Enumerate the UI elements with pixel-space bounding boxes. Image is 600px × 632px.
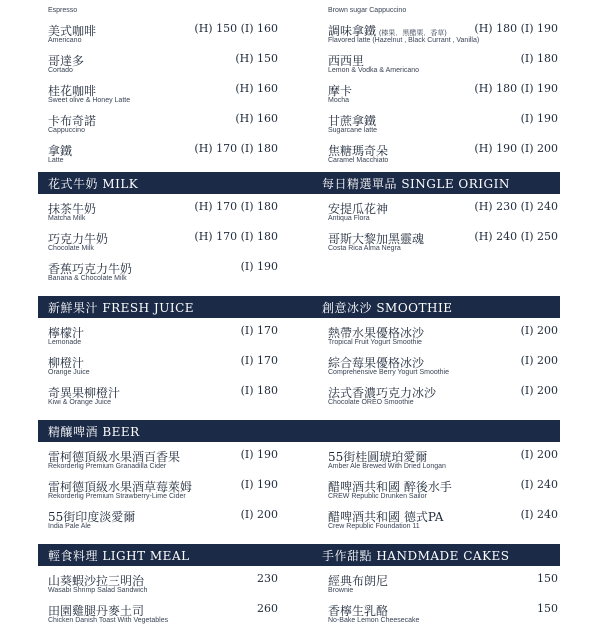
menu-item xyxy=(40,260,278,290)
item-price: (H) 240 (I) 250 xyxy=(474,230,558,243)
menu-item xyxy=(320,52,558,82)
menu-item xyxy=(320,200,558,230)
item-english-name: Rekorderlig Premium Strawberry-Lime Cider xyxy=(48,493,186,500)
item-price: (H) 170 (I) 180 xyxy=(194,200,278,213)
milk-single-origin-section xyxy=(40,200,558,290)
section-header-bar xyxy=(38,544,560,566)
item-name-text: 甘蔗拿鐵 xyxy=(328,114,377,128)
coffee-left-column xyxy=(40,0,278,172)
menu-item xyxy=(320,354,558,384)
item-price: (H) 160 xyxy=(235,112,278,125)
item-name-text: 檸檬汁 xyxy=(48,326,85,340)
menu-item xyxy=(40,22,278,52)
item-name-text: 柳橙汁 xyxy=(48,356,85,370)
item-price: (I) 240 xyxy=(520,478,558,491)
item-note: (榛果．黑醋栗．香草) xyxy=(379,30,447,37)
menu-item xyxy=(40,112,278,142)
item-name-text: 香蕉巧克力牛奶 xyxy=(48,262,133,276)
item-name-text: 西西里 xyxy=(328,54,365,68)
section-header-bar xyxy=(38,172,560,194)
coffee-section xyxy=(40,0,558,172)
item-english-name: Chicken Danish Toast With Vegetables xyxy=(48,617,169,624)
item-name-text: 雷柯德頂級水果酒百香果 xyxy=(48,450,181,464)
item-price: (I) 180 xyxy=(240,384,278,397)
item-name-text: 山葵蝦沙拉三明治 xyxy=(48,574,145,588)
item-price: (H) 170 (I) 180 xyxy=(194,142,278,155)
item-english-name: Latte xyxy=(48,157,64,164)
item-english-name: Crew Republic Foundation 11 xyxy=(328,523,420,530)
section-header-bar xyxy=(38,296,560,318)
menu-page xyxy=(40,0,558,632)
item-price: (H) 150 xyxy=(235,52,278,65)
item-price: (I) 200 xyxy=(520,354,558,367)
item-english-name: Costa Rica Alma Negra xyxy=(328,245,401,252)
meal-cakes-section xyxy=(40,572,558,632)
menu-item xyxy=(40,52,278,82)
menu-item xyxy=(320,142,558,172)
item-english-name: Orange Juice xyxy=(48,369,90,376)
section-title-single-origin: 每日精選單品 SINGLE ORIGIN xyxy=(322,176,510,191)
menu-item xyxy=(320,82,558,112)
item-name-text: 55街桂圓琥珀愛爾 xyxy=(328,450,428,464)
item-name-text: 安提瓜花神 xyxy=(328,202,389,216)
item-name-text: 巧克力牛奶 xyxy=(48,232,109,246)
menu-item xyxy=(320,602,558,632)
coffee-right-column xyxy=(320,0,558,172)
item-price: (H) 180 (I) 190 xyxy=(474,22,558,35)
item-english-name: Amber Ale Brewed With Dried Longan xyxy=(328,463,446,470)
item-price: (I) 190 xyxy=(240,478,278,491)
menu-item xyxy=(320,0,558,22)
item-english-name: Brown sugar Cappuccino xyxy=(328,7,407,14)
item-english-name: Lemonade xyxy=(48,339,82,346)
menu-item xyxy=(40,200,278,230)
item-english-name: Wasabi Shrimp Salad Sandwich xyxy=(48,587,148,594)
item-price: (I) 200 xyxy=(520,324,558,337)
light-meal-column xyxy=(40,572,278,632)
item-english-name: Sugarcane latte xyxy=(328,127,378,134)
juice-column xyxy=(40,324,278,414)
menu-item xyxy=(320,22,558,52)
menu-item xyxy=(320,112,558,142)
item-name-text: 經典布朗尼 xyxy=(328,574,389,588)
menu-item xyxy=(320,230,558,260)
item-english-name: Cappuccino xyxy=(48,127,85,134)
item-english-name: Matcha Milk xyxy=(48,215,86,222)
item-name-text: 哥斯大黎加黑靈魂 xyxy=(328,232,425,246)
item-price: 150 xyxy=(537,572,558,585)
menu-item xyxy=(40,0,278,22)
item-name-text: 桂花咖啡 xyxy=(48,84,97,98)
beer-left-column xyxy=(40,448,278,538)
item-price: (H) 190 (I) 200 xyxy=(474,142,558,155)
item-name-text: 熱帶水果優格冰沙 xyxy=(328,326,425,340)
item-price: (H) 150 (I) 160 xyxy=(194,22,278,35)
item-english-name: CREW Republic Drunken Sailor xyxy=(328,493,427,500)
item-price: (I) 240 xyxy=(520,508,558,521)
item-english-name: Lemon & Vodka & Americano xyxy=(328,67,420,74)
item-name-text: 雷柯德頂級水果酒草莓萊姆 xyxy=(48,480,193,494)
menu-item xyxy=(320,448,558,478)
item-price: (I) 200 xyxy=(520,384,558,397)
item-price: 260 xyxy=(257,602,278,615)
item-price: (H) 180 (I) 190 xyxy=(474,82,558,95)
item-english-name: Brownie xyxy=(328,587,354,594)
item-price: 150 xyxy=(537,602,558,615)
item-name-text: 拿鐵 xyxy=(48,144,73,158)
item-price: (I) 180 xyxy=(520,52,558,65)
item-name-text: 田園雞腿丹麥土司 xyxy=(48,604,145,618)
item-english-name: Americano xyxy=(48,37,82,44)
item-name-text: 卡布奇諾 xyxy=(48,114,97,128)
menu-item xyxy=(320,508,558,538)
beer-section xyxy=(40,448,558,538)
cakes-column xyxy=(320,572,558,632)
item-name-text: 抹茶牛奶 xyxy=(48,202,97,216)
item-name-text: 焦糖瑪奇朵 xyxy=(328,144,389,158)
item-name-text: 綜合莓果優格冰沙 xyxy=(328,356,425,370)
item-name-text: 調味拿鐵 xyxy=(328,24,377,38)
item-english-name: Tropical Fruit Yogurt Smoothie xyxy=(328,339,422,346)
menu-item xyxy=(40,142,278,172)
item-name-text: 法式香濃巧克力冰沙 xyxy=(328,386,437,400)
item-english-name: No-Bake Lemon Cheesecake xyxy=(328,617,420,624)
menu-item xyxy=(40,82,278,112)
section-title-milk: 花式牛奶 MILK xyxy=(48,176,139,191)
section-title-beer: 精釀啤酒 BEER xyxy=(48,424,140,439)
menu-item xyxy=(40,230,278,260)
item-price: (I) 200 xyxy=(520,448,558,461)
section-title-light-meal: 輕食料理 LIGHT MEAL xyxy=(48,548,190,563)
menu-item xyxy=(40,324,278,354)
item-english-name: Kiwi & Orange Juice xyxy=(48,399,112,406)
item-name-text: 醋啤酒共和國 德式PA xyxy=(328,510,444,524)
menu-item xyxy=(40,572,278,602)
menu-item xyxy=(320,384,558,414)
item-name-text: 奇異果柳橙汁 xyxy=(48,386,121,400)
item-name-text: 哥達多 xyxy=(48,54,85,68)
item-english-name: Espresso xyxy=(48,7,78,14)
item-english-name: Antiqua Flora xyxy=(328,215,370,222)
item-english-name: Sweet olive & Honey Latte xyxy=(48,97,131,104)
menu-item xyxy=(320,572,558,602)
item-price: (H) 230 (I) 240 xyxy=(474,200,558,213)
item-name-text: 55街印度淡愛爾 xyxy=(48,510,136,524)
milk-column xyxy=(40,200,278,290)
menu-item xyxy=(320,324,558,354)
smoothie-column xyxy=(320,324,558,414)
item-price: (I) 190 xyxy=(240,448,278,461)
menu-item xyxy=(40,384,278,414)
section-title-smoothie: 創意冰沙 SMOOTHIE xyxy=(322,300,453,315)
item-price: (I) 170 xyxy=(240,354,278,367)
item-price: (I) 190 xyxy=(520,112,558,125)
item-name-text: 美式咖啡 xyxy=(48,24,97,38)
item-english-name: Comprehensive Berry Yogurt Smoothie xyxy=(328,369,450,376)
item-name-text: 醋啤酒共和國 醉後水手 xyxy=(328,480,452,494)
menu-item xyxy=(40,478,278,508)
juice-smoothie-section xyxy=(40,324,558,414)
menu-item xyxy=(40,448,278,478)
item-english-name: Caramel Macchiato xyxy=(328,157,389,164)
section-title-cakes: 手作甜點 HANDMADE CAKES xyxy=(322,548,510,563)
item-name-text: 香檸生乳酪 xyxy=(328,604,389,618)
menu-item xyxy=(40,354,278,384)
item-price: (I) 170 xyxy=(240,324,278,337)
item-english-name: Mocha xyxy=(328,97,350,104)
item-price: (H) 160 xyxy=(235,82,278,95)
section-header-bar xyxy=(38,420,560,442)
single-origin-column xyxy=(320,200,558,290)
menu-item xyxy=(320,478,558,508)
item-price: (I) 200 xyxy=(240,508,278,521)
beer-right-column xyxy=(320,448,558,538)
item-name-text: 摩卡 xyxy=(328,84,353,98)
menu-item xyxy=(40,602,278,632)
item-english-name: Banana & Chocolate Milk xyxy=(48,275,127,282)
section-title-juice: 新鮮果汁 FRESH JUICE xyxy=(48,300,195,315)
item-english-name: Chocolate OREO Smoothie xyxy=(328,399,414,406)
item-price: 230 xyxy=(257,572,278,585)
item-english-name: Rekorderlig Premium Granadilla Cider xyxy=(48,463,167,470)
item-price: (I) 190 xyxy=(240,260,278,273)
menu-item xyxy=(40,508,278,538)
item-english-name: Cortado xyxy=(48,67,73,74)
item-english-name: Chocolate Milk xyxy=(48,245,94,252)
item-english-name: Flavored latte (Hazelnut , Black Currant , Vanilla) xyxy=(328,37,480,44)
item-english-name: India Pale Ale xyxy=(48,523,91,530)
item-price: (H) 170 (I) 180 xyxy=(194,230,278,243)
